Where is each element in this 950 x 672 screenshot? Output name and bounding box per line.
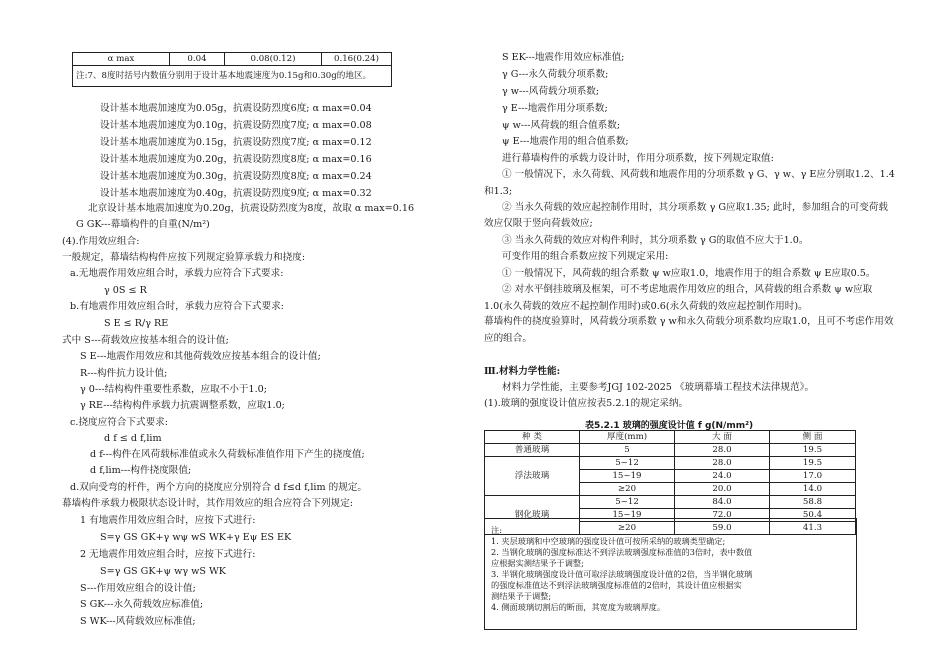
text-line: ψ E---地震作用的组合值系数; xyxy=(502,136,629,147)
table-cell: 15~19 xyxy=(580,509,675,522)
table-note: 注:7、8度时括号内数值分别用于设计基本地震速度为0.15g和0.30g的地区。 xyxy=(73,66,392,87)
text-line: 和1.3; xyxy=(484,186,513,197)
note-line: 测结果予于调整; xyxy=(491,591,552,601)
note-line: 注: xyxy=(491,525,502,535)
table-cell: ≥20 xyxy=(580,483,675,496)
table-cell: 浮法玻璃 xyxy=(485,457,580,496)
table-cell: 19.5 xyxy=(770,444,856,457)
text-line: γ w---风荷载分项系数; xyxy=(502,86,600,97)
table-cell: 钢化玻璃 xyxy=(485,496,580,535)
text-line: 设计基本地震加速度为0.05g，抗震设防烈度6度; α max=0.04 xyxy=(100,103,372,114)
text-line: ψ w---风荷载的组合值系数; xyxy=(502,120,621,131)
text-line: γ G---永久荷载分项系数; xyxy=(502,69,609,80)
table-cell: 28.0 xyxy=(675,444,770,457)
text-line: S WK---风荷载效应标准值; xyxy=(80,616,196,627)
text-line: ③ 当永久荷载的效应对构件利时，其分项系数 γ G的取值不应大于1.0。 xyxy=(502,235,809,246)
text-line: b.有地震作用效应组合时，承载力应符合下式要求: xyxy=(70,301,284,312)
text-line: G GK---幕墙构件的自重(N/m²) xyxy=(76,219,210,230)
text-line: 设计基本地震加速度为0.20g，抗震设防烈度8度; α max=0.16 xyxy=(100,154,372,165)
text-line: (1).玻璃的强度设计值应按表5.2.1的规定采纳。 xyxy=(484,398,689,409)
text-line: 设计基本地震加速度为0.15g，抗震设防烈度7度; α max=0.12 xyxy=(100,137,372,148)
table-cell: 24.0 xyxy=(675,470,770,483)
text-line: 设计基本地震加速度为0.30g，抗震设防烈度8度; α max=0.24 xyxy=(100,171,372,182)
table-cell: 17.0 xyxy=(770,470,856,483)
table-cell: ≥20 xyxy=(580,522,675,535)
text-line: γ 0---结构构件重要性系数，应取不小于1.0; xyxy=(80,384,268,395)
table-cell: 0.16(0.24) xyxy=(322,53,392,66)
table-cell: 19.5 xyxy=(770,457,856,470)
table-header: 大 面 xyxy=(675,431,770,444)
text-line: 幕墙构件的挠度验算时，风荷载分项系数 γ w和永久荷载分项系数均应取1.0，且可不考虑作用效 xyxy=(484,316,894,327)
table-cell: 20.0 xyxy=(675,483,770,496)
table-cell: 0.08(0.12) xyxy=(225,53,322,66)
text-line: γ E---地震作用分项系数; xyxy=(502,103,608,114)
text-line: 1.0(永久荷载的效应不起控制作用时)或0.6(永久荷载的效应起控制作用时)。 xyxy=(484,301,808,312)
table-cell: 普通玻璃 xyxy=(485,444,580,457)
table-cell: 58.8 xyxy=(770,496,856,509)
text-line: 材料力学性能，主要参考JGJ 102-2025 《玻璃幕墙工程技术法律规范》。 xyxy=(502,382,815,393)
text-line: 设计基本地震加速度为0.40g，抗震设防烈度9度; α max=0.32 xyxy=(100,188,372,199)
text-line: 可变作用的组合系数应按下列规定采用: xyxy=(502,251,669,262)
text-line: 设计基本地震加速度为0.10g，抗震设防烈度7度; α max=0.08 xyxy=(100,120,372,131)
note-line: 3. 半钢化玻璃强度设计值可取浮法玻璃强度设计值的2倍，当半钢化玻璃 xyxy=(491,569,753,579)
text-line: ① 一般情况下，风荷载的组合系数 ψ w应取1.0，地震作用于的组合系数 ψ E应取0.5。 xyxy=(502,268,876,279)
table-cell: 0.04 xyxy=(170,53,225,66)
text-line: S---作用效应组合的设计值; xyxy=(80,583,196,594)
table-cell: 5~12 xyxy=(580,496,675,509)
text-line: ① 一般情况下，永久荷载、风荷载和地震作用的分项系数 γ G、γ w、γ E应分别取1.2、1.4 xyxy=(502,169,895,180)
text-line: R---构件抗力设计值; xyxy=(80,368,168,379)
glass-table-notes xyxy=(484,518,857,630)
text-line: γ 0S ≤ R xyxy=(104,285,147,296)
text-line: d f ≤ d f,lim xyxy=(104,433,162,444)
note-line: 1. 夹层玻璃和中空玻璃的强度设计值可按所采纳的玻璃类型确定; xyxy=(491,536,726,546)
table-cell: 15~19 xyxy=(580,470,675,483)
table-header: 侧 面 xyxy=(770,431,856,444)
text-line: 幕墙构件承载力极限状态设计时，其作用效应的组合应符合下列规定: xyxy=(62,498,354,509)
table-cell: 50.4 xyxy=(770,509,856,522)
table-cell: α max xyxy=(73,53,170,66)
text-line: Ⅲ.材料力学性能: xyxy=(484,366,561,377)
glass-table-title: 表5.2.1 玻璃的强度设计值 f g(N/mm²) xyxy=(585,421,754,431)
table-cell: 84.0 xyxy=(675,496,770,509)
note-line: 应根据实测结果予于调整; xyxy=(491,558,584,568)
table-cell: 59.0 xyxy=(675,522,770,535)
text-line: d.双向受弯的杆件，两个方向的挠度应分别符合 d f≤d f,lim 的规定。 xyxy=(70,482,368,493)
text-line: γ RE---结构构件承载力抗震调整系数，应取1.0; xyxy=(80,400,285,411)
text-line: S GK---永久荷载效应标准值; xyxy=(80,599,204,610)
text-line: 进行幕墙构件的承载力设计时，作用分项系数，按下列规定取值: xyxy=(502,153,774,164)
text-line: 应的组合。 xyxy=(484,333,532,344)
table-cell: 14.0 xyxy=(770,483,856,496)
text-line: (4).作用效应组合: xyxy=(62,236,140,247)
text-line: S E ≤ R/γ RE xyxy=(104,318,169,329)
table-header: 厚度(mm) xyxy=(580,431,675,444)
note-line: 的强度标准值达不到浮法玻璃强度标准值的2倍时，其设计值应根据实 xyxy=(491,580,742,590)
text-line: 一般规定，幕墙结构构件应按下列规定验算承载力和挠度: xyxy=(62,252,306,263)
text-line: 北京设计基本地震加速度为0.20g，抗震设防烈度为8度，故取 α max=0.16 xyxy=(88,203,415,214)
text-line: 1 有地震作用效应组合时，应按下式进行: xyxy=(80,515,256,526)
note-line: 2. 当钢化玻璃的强度标准达不到浮法玻璃强度标准值的3倍时，表中数值 xyxy=(491,547,753,557)
text-line: d f,lim---构件挠度限值; xyxy=(90,465,192,476)
text-line: 效应仅限于竖向荷载效应; xyxy=(484,218,593,229)
text-line: 2 无地震作用效应组合时，应按下式进行: xyxy=(80,549,256,560)
table-header: 种 类 xyxy=(485,431,580,444)
seismic-coefficient-table xyxy=(72,52,392,87)
text-line: a.无地震作用效应组合时，承载力应符合下式要求: xyxy=(70,268,284,279)
text-line: ② 对水平倒挂玻璃及框架，可不考虑地震作用效应的组合，风荷载的组合系数 ψ w应取 xyxy=(502,284,873,295)
text-line: S EK---地震作用效应标准值; xyxy=(502,52,625,63)
text-line: c.挠度应符合下式要求: xyxy=(70,417,168,428)
text-line: S E---地震作用效应和其他荷载效应按基本组合的设计值; xyxy=(80,351,321,362)
text-line: ② 当永久荷载的效应起控制作用时，其分项系数 γ G应取1.35; 此时，参加组合的可变荷载 xyxy=(502,202,888,213)
table-cell: 41.3 xyxy=(770,522,856,535)
text-line: 式中 S---荷载效应按基本组合的设计值; xyxy=(62,335,229,346)
text-line: S=γ GS GK+ψ wγ wS WK xyxy=(100,566,226,577)
text-line: S=γ GS GK+γ wψ wS WK+γ Eψ ES EK xyxy=(100,532,292,543)
note-line: 4. 侧面玻璃切割后的断面，其宽度为玻璃厚度。 xyxy=(491,602,666,612)
text-line: d f---构件在风荷载标准值或永久荷载标准值作用下产生的挠度值; xyxy=(90,449,365,460)
table-cell: 5~12 xyxy=(580,457,675,470)
table-cell: 28.0 xyxy=(675,457,770,470)
table-cell: 5 xyxy=(580,444,675,457)
table-cell: 72.0 xyxy=(675,509,770,522)
